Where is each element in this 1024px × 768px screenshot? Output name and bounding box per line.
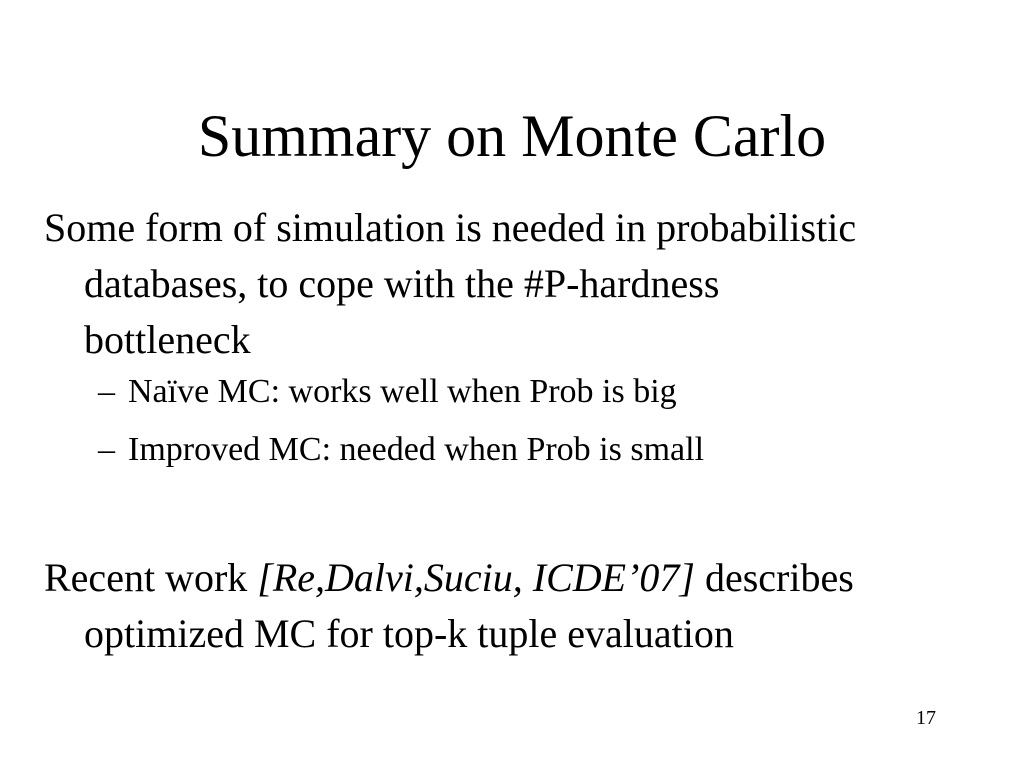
bullet-simulation-line-3: bottleneck	[84, 317, 251, 362]
recent-work-prefix: Recent work	[44, 555, 258, 600]
bullet-simulation-line-1: Some form of simulation is needed in probabilistic	[44, 205, 857, 250]
dash-marker: –	[98, 373, 115, 410]
page-number: 17	[916, 707, 936, 729]
dash-marker: –	[98, 431, 115, 468]
sub-bullet-improved-mc	[98, 430, 704, 470]
bullet-recent-work	[44, 550, 984, 662]
sub-bullet-naive-mc	[98, 372, 677, 412]
bullet-recent-work-line-1	[44, 550, 984, 606]
slide-title: Summary on Monte Carlo	[197, 103, 827, 169]
bullet-simulation	[44, 200, 984, 368]
recent-work-suffix: describes	[694, 555, 854, 600]
sub-bullet-text: Naïve MC: works well when Prob is big	[128, 373, 677, 410]
sub-bullet-text: Improved MC: needed when Prob is small	[128, 431, 705, 468]
citation: [Re,Dalvi,Suciu, ICDE’07]	[257, 555, 695, 600]
bullet-simulation-line-2: databases, to cope with the #P-hardness	[84, 261, 720, 306]
bullet-recent-work-line-2: optimized MC for top-k tuple evaluation	[84, 611, 734, 656]
